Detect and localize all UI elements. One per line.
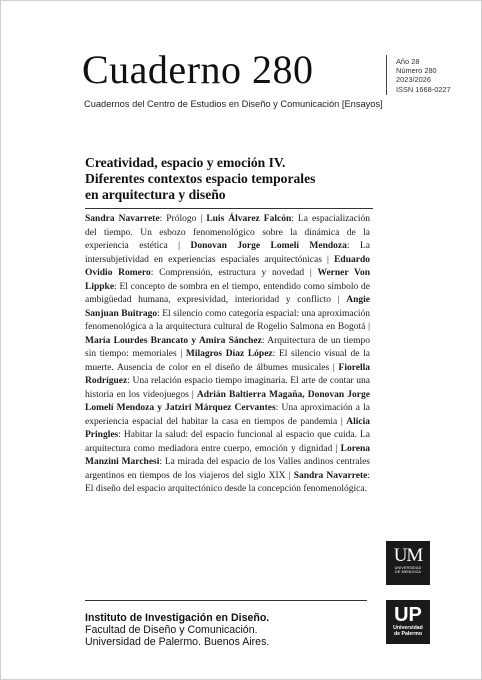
toc-author: Alicia Pringles: [85, 416, 370, 440]
issue-title-line: Diferentes contextos espacio temporales: [85, 171, 316, 186]
toc-entry: Sandra Navarrete: El diseño del espacio arquitectónico desde la concepción fenomenológica.: [85, 470, 370, 494]
toc-separator: |: [331, 295, 347, 305]
toc-title: Una relación espacio tiempo imaginaria. El arte de contar una historia en los videojuegos: [85, 376, 371, 400]
toc-title: La mirada del espacio de los Valles andinos centrales argentinos en tiempos de los viajeros del siglo XIX: [85, 457, 371, 481]
issue-period: 2023/2026: [396, 75, 431, 85]
publisher-institute: Instituto de Investigación en Diseño.: [85, 612, 270, 624]
toc-entry: María Lourdes Brancato y Amira Sánchez: Arquitectura de un tiempo sin tiempo: memoriales: [85, 335, 370, 359]
toc-title: El silencio visual de la muerte. Ausencia de color en el diseño de álbumes musicales: [85, 349, 370, 373]
toc-separator: |: [332, 443, 341, 454]
toc-entry: Adrián Baltierra Magaña, Donovan Jorge Lomelí Mendoza y Jatziri Márquez Cervantes: Una aproximación a la experiencia espacial del habitar la casa en tiempos de pandemia: [85, 389, 370, 427]
toc-author: Sandra Navarrete: [85, 214, 160, 224]
toc-separator: |: [176, 349, 186, 359]
um-text-line: DE MENDOZA: [395, 570, 421, 575]
toc-separator: |: [321, 254, 335, 265]
toc-separator: |: [188, 389, 197, 400]
publisher-faculty: Facultad de Diseño y Comunicación.: [85, 624, 258, 636]
toc-title: La espacialización del tiempo. Un esbozo fenomenológico sobre la dinámica de la experiencia estética: [85, 214, 370, 251]
toc-title: Arquitectura de un tiempo sin tiempo: memoriales: [85, 335, 370, 359]
issue-divider: [386, 55, 387, 95]
universidad-de-palermo-logo: [386, 600, 430, 644]
toc-entry: Werner Von Lippke: El concepto de sombra en el tiempo, entendido como símbolo de ambigüedad humana, expresividad, interioridad y conflicto: [85, 268, 370, 305]
title-rule: [85, 208, 373, 209]
toc-separator: |: [304, 268, 318, 278]
toc-separator: |: [285, 470, 294, 481]
issue-issn: ISSN 1668-0227: [396, 84, 451, 94]
toc-entry: Donovan Jorge Lomelí Mendoza: La intersubjetividad en experiencias espaciales arquitectónicas: [85, 241, 371, 265]
toc-entry: Luis Álvarez Falcón: La espacialización del tiempo. Un esbozo fenomenológico sobre la dinámica de la experiencia estética: [85, 214, 370, 251]
toc-separator: |: [365, 322, 370, 332]
up-text-line: de Palermo: [394, 631, 422, 637]
toc-title: Habitar la salud: del espacio funcional al espacio que cuida. La arquitectura como mediadora entre cuerpo, emoción y dignidad: [85, 430, 371, 454]
toc-author: María Lourdes Brancato y Amira Sánchez: [85, 335, 262, 346]
toc-author: Fiorella Rodríguez: [85, 362, 370, 386]
publisher-university: Universidad de Palermo. Buenos Aires.: [85, 636, 270, 648]
issue-number: Número 280: [396, 66, 437, 76]
toc-author: Angie Sanjuan Buitrago: [85, 295, 371, 319]
toc-title: La intersubjetividad en experiencias espaciales arquitectónicas: [85, 241, 371, 265]
toc-author: Sandra Navarrete: [293, 470, 368, 481]
toc-entry: Milagros Díaz López: El silencio visual de la muerte. Ausencia de color en el diseño de álbumes musicales: [85, 349, 370, 373]
toc-separator: |: [167, 241, 191, 251]
toc-title: El diseño del espacio arquitectónico desde la concepción fenomenológica.: [85, 484, 367, 494]
toc-entry: Sandra Navarrete: Prólogo: [85, 214, 197, 224]
toc-separator: |: [196, 214, 207, 224]
toc-entry: Fiorella Rodríguez: Una relación espacio tiempo imaginaria. El arte de contar una historia en los videojuegos: [85, 362, 371, 400]
toc-author: Luis Álvarez Falcón: [206, 214, 292, 224]
table-of-contents: [85, 213, 370, 497]
publisher-info: [85, 612, 269, 648]
toc-entry: Lorena Manzini Marchesi: La mirada del espacio de los Valles andinos centrales argentinos en tiempos de los viajeros del siglo XIX: [85, 443, 371, 481]
toc-separator: |: [329, 362, 339, 373]
universidad-de-mendoza-logo: [386, 541, 430, 585]
footer-rule: [85, 600, 367, 601]
toc-separator: |: [337, 416, 347, 427]
issue-year: Año 28: [396, 57, 420, 66]
toc-author: Adrián Baltierra Magaña, Donovan Jorge Lomelí Mendoza y Jatziri Márquez Cervantes: [85, 389, 370, 413]
issue-info: [396, 57, 451, 94]
journal-title: Cuaderno 280: [82, 47, 314, 92]
toc-entry: Angie Sanjuan Buitrago: El silencio como categoría espacial: una aproximación fenomenológica a la arquitectura cultural de Rogelio Salmona en Bogotá: [85, 295, 371, 332]
up-text-line: Universidad: [393, 625, 423, 631]
um-mark: UM: [393, 545, 423, 566]
toc-entry: Eduardo Ovidio Romero: Comprensión, estructura y novedad: [85, 254, 370, 278]
journal-subtitle: Cuadernos del Centro de Estudios en Diseño y Comunicación [Ensayos]: [84, 99, 383, 109]
toc-author: Eduardo Ovidio Romero: [85, 254, 370, 278]
issue-title-line: Creatividad, espacio y emoción IV.: [85, 155, 286, 170]
toc-entry: Alicia Pringles: Habitar la salud: del espacio funcional al espacio que cuida. La arquitectura como mediadora entre cuerpo, emoción y dignidad: [85, 416, 371, 454]
up-mark: UP: [394, 604, 422, 626]
toc-author: Werner Von Lippke: [85, 268, 370, 292]
toc-author: Milagros Díaz López: [185, 349, 273, 359]
toc-title: El concepto de sombra en el tiempo, entendido como símbolo de ambigüedad humana, expresividad, interioridad y conflicto: [85, 281, 370, 305]
toc-author: Donovan Jorge Lomelí Mendoza: [190, 241, 347, 251]
toc-title: El silencio como categoría espacial: una aproximación fenomenológica a la arquitectura cultural de Rogelio Salmona en Bogotá: [85, 308, 371, 332]
toc-author: Lorena Manzini Marchesi: [85, 443, 370, 467]
issue-title-line: en arquitectura y diseño: [85, 187, 226, 202]
toc-title: Comprensión, estructura y novedad: [159, 268, 305, 278]
toc-title: Una aproximación a la experiencia espacial del habitar la casa en tiempos de pandemia: [85, 403, 370, 427]
toc-title: Prólogo: [166, 214, 197, 224]
um-text-line: UNIVERSIDAD: [394, 566, 422, 570]
issue-title: [85, 155, 385, 203]
